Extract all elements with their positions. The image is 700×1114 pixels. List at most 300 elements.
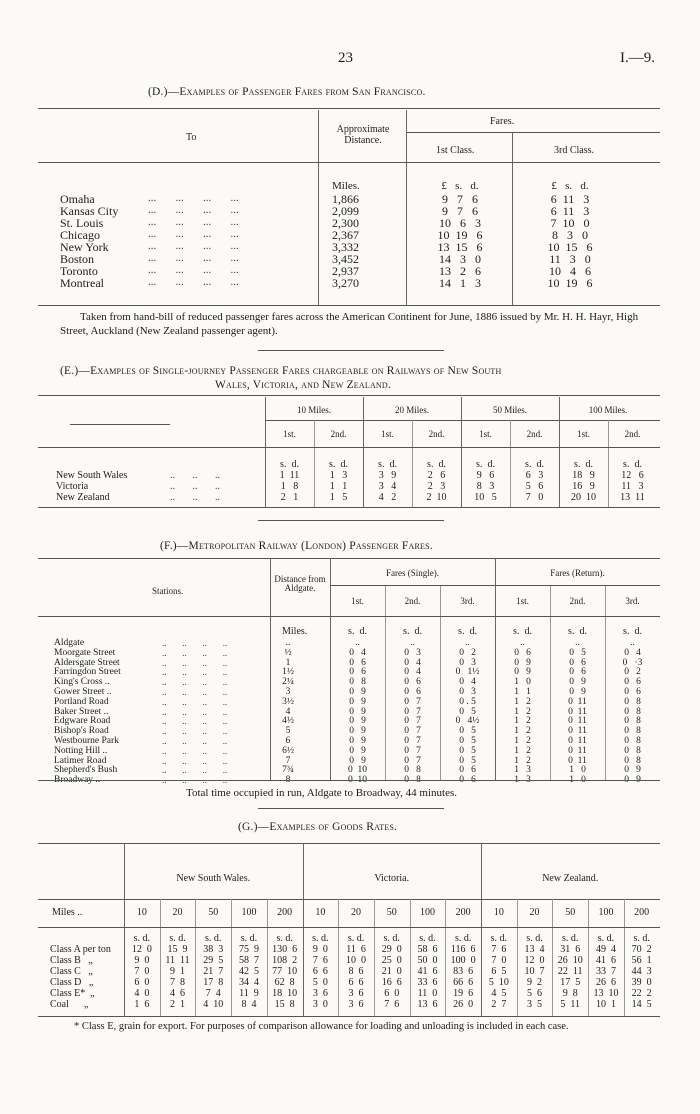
rate-value: 5 6 [527,988,543,999]
rate-value: 11 0 [417,988,438,999]
sub-header: 2nd. [624,429,641,439]
table-top [38,843,660,844]
distance-miles: 2,937 [332,264,359,278]
fare-value: 0 9 [569,677,586,688]
destination-name: Chicago [60,228,100,242]
rate-value: 19 6 [453,988,474,999]
rate-value: 49 4 [595,944,616,955]
miles-header: 20 [351,907,362,918]
rate-value: 11 9 [239,988,259,999]
miles-header: 10 [315,907,326,918]
rate-value: 13 10 [593,988,619,999]
fare-value: 1 2 [514,755,531,766]
distance-miles: 4½ [282,716,294,727]
leader-dots: .. .. .. .. [162,775,228,786]
section-d-title: (D.)—Examples of Passenger Fares from San Francisco. [148,86,426,98]
rate-value: 66 6 [453,977,474,988]
miles-header: 50 [208,907,219,918]
miles-header: 100 [598,907,614,918]
fare-value: 0 4½ [455,716,480,727]
sub-header: 1st. [381,429,394,439]
station-name: Shepherd's Bush [54,765,118,776]
rate-value: 108 2 [272,955,298,966]
class-name: Class A per ton [50,944,111,955]
rate-value: 62 8 [274,977,295,988]
rate-value: 39 0 [631,977,652,988]
fare-value: 0 4 [404,657,421,668]
leader-dots: ... ... ... ... [148,228,239,240]
header-rule [38,927,660,928]
rate-value: 29 5 [203,955,224,966]
state-name: Victoria [56,481,89,492]
fare-value: 0 11 [568,755,587,766]
fare-value: 0 9 [624,765,641,776]
sub-header: 1st. [283,429,296,439]
rate-value: 6 0 [384,988,400,999]
distance-miles: 2,300 [332,216,359,230]
distance-miles: ½ [284,647,292,658]
rate-value: 9 1 [170,966,186,977]
rate-value: 15 8 [274,999,295,1010]
fare-value: 0 8 [404,775,421,786]
rate-value: 75 9 [238,944,259,955]
miles-header: 10 [493,907,504,918]
fare-value: 3 4 [378,481,397,492]
sub-header: 2nd. [330,429,347,439]
distance-miles: .. [285,638,291,648]
rate-value: 7 4 [205,988,221,999]
leader-dots: .. .. .. .. [162,706,228,717]
class-name: Class C „ [50,966,93,977]
leader-dots: ... ... ... ... [148,252,239,264]
header-rule [38,616,660,617]
distance-miles: 1,866 [332,192,359,206]
sub-header: 3rd. [460,596,475,606]
fare-value: .. [520,638,525,648]
rate-value: 77 10 [272,966,298,977]
rate-value: 58 7 [238,955,259,966]
unit-sd: s. d. [525,459,544,470]
rate-value: 22 11 [557,966,583,977]
rate-value: 9 8 [562,988,578,999]
stub-rule [70,424,170,425]
fare-value: .. [465,638,470,648]
section-d-note: Taken from hand-bill of reduced passenger fares across the American Continent for June, 1886 issued by Mr. H. H. Hayr, High Street, Auckland (New Zealand passenger agent). [60,311,639,337]
fare-value: 1 0 [569,765,586,776]
fare-value: 0 6 [459,765,476,776]
fare-value: 0 7 [404,736,421,746]
group-underline [265,420,660,421]
distance-miles: 1 [285,657,291,668]
leader-dots: .. .. .. [170,470,220,481]
group-header: 10 Miles. [296,405,331,415]
fare-value: 3 9 [378,470,397,481]
unit-sd: s. d. [205,933,222,944]
fare-value: 0 5 [459,755,476,766]
rate-value: 6 6 [312,966,328,977]
sub-header: 2nd. [428,429,445,439]
rate-value: 4 5 [491,988,507,999]
fare-value: 0 9 [514,657,531,668]
station-name: Broadway .. [54,775,101,786]
unit-sd: s. d. [623,459,642,470]
rate-value: 25 0 [381,955,402,966]
unit-sd: s. d. [329,459,348,470]
fare-value: 0 4 [349,647,366,658]
distance-miles: 3,270 [332,276,359,290]
fare-third-class: 10 19 6 [547,276,593,290]
rate-value: 3 6 [348,999,364,1010]
unit-sd: s. d. [312,933,329,944]
fare-value: 1 1 [329,481,348,492]
state-name: New Zealand [56,492,110,503]
station-name: Baker Street .. [54,706,109,717]
fare-value: 0 6 [459,775,476,786]
leader-dots: ... ... ... ... [148,204,239,216]
leader-dots: .. .. .. .. [162,716,228,727]
unit-sd: s. d. [427,459,446,470]
rate-value: 50 0 [417,955,438,966]
fare-value: 2 6 [427,470,446,481]
unit-miles: Miles. [332,180,360,192]
fare-value: 0 8 [624,755,641,766]
fare-value: 0 7 [404,706,421,717]
rate-value: 33 6 [417,977,438,988]
col-return: Fares (Return). [550,568,605,578]
rate-value: 21 0 [381,966,402,977]
fare-value: 0 9 [349,736,366,746]
fare-value: 0 6 [624,677,641,688]
sub-header: 2nd. [404,596,421,606]
rate-value: 22 2 [631,988,652,999]
distance-miles: 7¾ [282,765,294,776]
unit-sd: s. d. [633,933,650,944]
fare-value: 0 10 [348,775,367,786]
unit-sd: s. d. [490,933,508,944]
fare-third-class: 10 4 6 [549,264,591,278]
rate-value: 116 6 [450,944,476,955]
fare-first-class: 9 7 6 [442,204,478,218]
leader-dots: .. .. .. .. [162,657,228,668]
fare-value: 13 11 [620,492,645,503]
fare-value: 2 1 [280,492,299,503]
fare-value: 4 2 [378,492,397,503]
rate-value: 41 6 [417,966,438,977]
distance-miles: 5 [285,726,291,737]
unit-sd: s. d. [568,626,587,637]
rate-value: 7 6 [491,944,507,955]
unit-sd: s. d. [562,933,579,944]
col-to: To [186,132,197,143]
rate-value: 6 5 [491,966,507,977]
fare-value: 9 6 [476,470,495,481]
fare-value: 1 2 [514,696,531,707]
rate-value: 5 10 [488,977,509,988]
miles-header: 50 [386,907,397,918]
distance-miles: 3,332 [332,240,359,254]
fare-value: 1 2 [514,726,531,737]
unit-sd: s. d. [240,933,258,944]
rate-value: 41 6 [595,955,616,966]
fare-value: 1 3 [329,470,348,481]
fare-value: 0 7 [404,745,421,756]
leader-dots: .. .. .. .. [162,696,228,707]
rate-value: 10 0 [346,955,367,966]
sub-header: 1st. [577,429,590,439]
rate-value: 3 0 [312,999,328,1010]
rate-value: 5 0 [312,977,328,988]
fare-value: 11 3 [621,481,644,492]
header-mid-rule [330,585,660,586]
divider [270,558,271,780]
unit-lsd-third: £ s. d. [551,180,589,192]
rate-value: 9 0 [312,944,328,955]
rate-value: 7 6 [384,999,400,1010]
fare-value: 2 3 [427,481,446,492]
fare-third-class: 11 3 0 [549,252,591,266]
class-name: Class E* „ [50,988,95,999]
page-number: 23 [338,50,353,66]
section-g-footnote: * Class E, grain for export. For purposes of comparison allowance for loading and unloading is included in each case. [74,1021,569,1032]
miles-header: 50 [565,907,576,918]
distance-miles: 2¼ [282,677,294,688]
region-header: Victoria. [374,873,410,884]
station-name: Aldersgate Street [54,657,120,668]
unit-sd: s. d. [276,933,293,944]
unit-sd: s. d. [458,626,477,637]
rate-value: 58 6 [417,944,438,955]
distance-miles: 3,452 [332,252,359,266]
fare-third-class: 6 11 3 [550,204,590,218]
fare-value: 8 3 [476,481,495,492]
rate-value: 130 6 [272,944,298,955]
fare-third-class: 6 11 3 [550,192,590,206]
fare-value: 0 . 5 [459,696,476,707]
table-bottom [38,507,660,508]
col-stations: Stations. [152,586,184,596]
rate-value: 12 0 [131,944,152,955]
region-header: New South Wales. [176,873,251,884]
fare-value: 0 8 [624,716,641,727]
section-g-title: (G.)—Examples of Goods Rates. [238,821,398,833]
distance-miles: 3½ [282,696,294,707]
fare-value: 10 5 [474,492,497,503]
col-fares: Fares. [490,116,515,127]
rate-value: 34 4 [238,977,259,988]
rate-value: 4 10 [203,999,224,1010]
station-name: Portland Road [54,696,109,707]
fare-value: 1 8 [280,481,299,492]
fare-value: 0 8 [624,745,641,756]
station-name: Edgware Road [54,716,111,727]
fare-value: 0 3 [459,657,476,668]
sub-header: 3rd. [625,596,640,606]
destination-name: Montreal [60,276,104,290]
fare-value: 2 10 [426,492,447,503]
section-e-title-2: Wales, Victoria, and New Zealand. [215,379,391,391]
section-f-note: Total time occupied in run, Aldgate to Broadway, 44 minutes. [186,787,458,799]
fare-value: 0 6 [624,687,641,697]
fare-value: 6 3 [525,470,544,481]
sub-header: 1st. [516,596,529,606]
fare-value: 0 9 [349,706,366,717]
fare-value: 20 10 [571,492,596,503]
distance-miles: 3 [285,687,291,697]
fare-value: 0 5 [459,736,476,746]
unit-sd: s. d. [476,459,495,470]
unit-sd: s. d. [347,933,365,944]
leader-dots: ... ... ... ... [148,276,239,288]
distance-miles: 4 [285,706,291,717]
unit-sd: s. d. [378,459,397,470]
class-name: Class B „ [50,955,93,966]
col-single: Fares (Single). [386,568,439,578]
fare-value: 0 4 [404,667,421,678]
leader-dots: .. .. .. .. [162,647,228,658]
leader-dots: .. .. .. .. [162,726,228,737]
fare-first-class: 14 3 0 [439,252,481,266]
distance-miles: 2,099 [332,204,359,218]
group-header: 100 Miles. [588,405,628,415]
distance-miles: 2,367 [332,228,359,242]
rate-value: 10 1 [595,999,616,1010]
rate-value: 13 6 [417,999,438,1010]
fare-value: 0 9 [624,775,641,786]
fare-value: 0 11 [568,716,587,727]
fare-value: .. [630,638,635,648]
rate-value: 7 6 [312,955,328,966]
fare-value: 0 9 [349,687,366,697]
rate-value: 4 6 [170,988,186,999]
rate-value: 100 0 [450,955,476,966]
fare-value: 0 11 [568,745,587,756]
fare-value: 0 4 [624,647,641,658]
unit-sd: s. d. [454,933,472,944]
col-distance: Approximate Distance. [336,124,390,146]
leader-dots: .. .. .. .. [162,745,228,756]
fare-value: 0 6 [514,647,531,658]
fare-value: 0 3 [404,647,421,658]
fare-value: 0 9 [349,696,366,707]
rate-value: 15 9 [167,944,188,955]
section-f-title: (F.)—Metropolitan Railway (London) Passenger Fares. [160,540,433,552]
miles-header: 200 [634,907,650,918]
fare-value: 0 4 [459,677,476,688]
rate-value: 11 11 [165,955,190,966]
fare-value: 0 8 [624,696,641,707]
rate-value: 31 6 [560,944,581,955]
fare-value: 0 5 [459,706,476,717]
class-name: Class D „ [50,977,94,988]
distance-miles: 8 [285,775,291,786]
rate-value: 10 7 [524,966,545,977]
leader-dots: .. .. .. .. [162,687,228,697]
rate-value: 2 1 [170,999,186,1010]
fare-value: 0 11 [568,706,587,717]
rate-value: 26 10 [557,955,583,966]
fare-value: 0 9 [349,726,366,737]
fare-value: 0 10 [348,765,367,776]
fare-value: 0 11 [568,736,587,746]
fare-value: 1 3 [514,775,531,786]
fare-value: 0 6 [569,657,586,668]
fare-value: .. [575,638,580,648]
section-e-title-1: (E.)—Examples of Single-journey Passenger Fares chargeable on Railways of New South [60,365,502,377]
unit-sd: s. d. [383,933,400,944]
rate-value: 7 0 [134,966,150,977]
fare-third-class: 10 15 6 [547,240,593,254]
leader-dots: ... ... ... ... [148,216,239,228]
page-code: I.—9. [620,50,655,66]
fare-value: 1 0 [569,775,586,786]
rate-value: 42 5 [238,966,259,977]
station-name: Farringdon Street [54,667,121,678]
destination-name: St. Louis [60,216,104,230]
rate-value: 16 6 [381,977,402,988]
rate-value: 9 2 [527,977,543,988]
destination-name: New York [60,240,109,254]
unit-sd: s. d. [403,626,422,637]
leader-dots: .. .. .. [170,481,220,492]
rate-value: 8 4 [241,999,257,1010]
destination-name: Boston [60,252,95,266]
rate-value: 17 8 [203,977,224,988]
fare-value: 5 6 [525,481,544,492]
station-name: Aldgate [54,638,85,648]
leader-dots: .. .. .. .. [162,765,228,776]
rate-value: 6 6 [348,977,364,988]
miles-header: 20 [529,907,540,918]
leader-dots: ... ... ... ... [148,264,239,276]
leader-dots: .. .. .. .. [162,638,228,648]
sub-header: 2nd. [569,596,586,606]
leader-dots: .. .. .. .. [162,667,228,678]
rate-value: 2 7 [491,999,507,1010]
rate-value: 83 6 [453,966,474,977]
fare-value: 1 11 [279,470,300,481]
region-header: New Zealand. [542,873,599,884]
fare-value: 0 9 [514,667,531,678]
group-header: 20 Miles. [394,405,429,415]
fare-value: 0 6 [404,677,421,688]
fare-first-class: 10 19 6 [437,228,483,242]
rate-value: 17 5 [560,977,581,988]
unit-miles: Miles. [282,626,308,637]
station-name: Gower Street .. [54,687,112,697]
station-name: Latimer Road [54,755,107,766]
station-name: King's Cross .. [54,677,110,688]
rate-value: 44 3 [631,966,652,977]
header-rule [38,447,660,448]
leader-dots: .. .. .. [170,492,220,503]
rate-value: 7 8 [170,977,186,988]
table-top [38,558,660,559]
unit-lsd-first: £ s. d. [441,180,479,192]
fare-value: 0 6 [404,687,421,697]
fare-first-class: 13 15 6 [437,240,483,254]
miles-header: 200 [277,907,293,918]
fare-value: 0 5 [569,647,586,658]
fare-third-class: 7 10 0 [550,216,590,230]
unit-sd: s. d. [419,933,436,944]
distance-miles: 6 [285,736,291,746]
rate-value: 29 0 [381,944,402,955]
rate-value: 8 6 [348,966,364,977]
fare-value: 0 9 [569,687,586,697]
station-name: Moorgate Street [54,647,116,658]
fare-value: .. [410,638,415,648]
leader-dots: .. .. .. .. [162,736,228,746]
